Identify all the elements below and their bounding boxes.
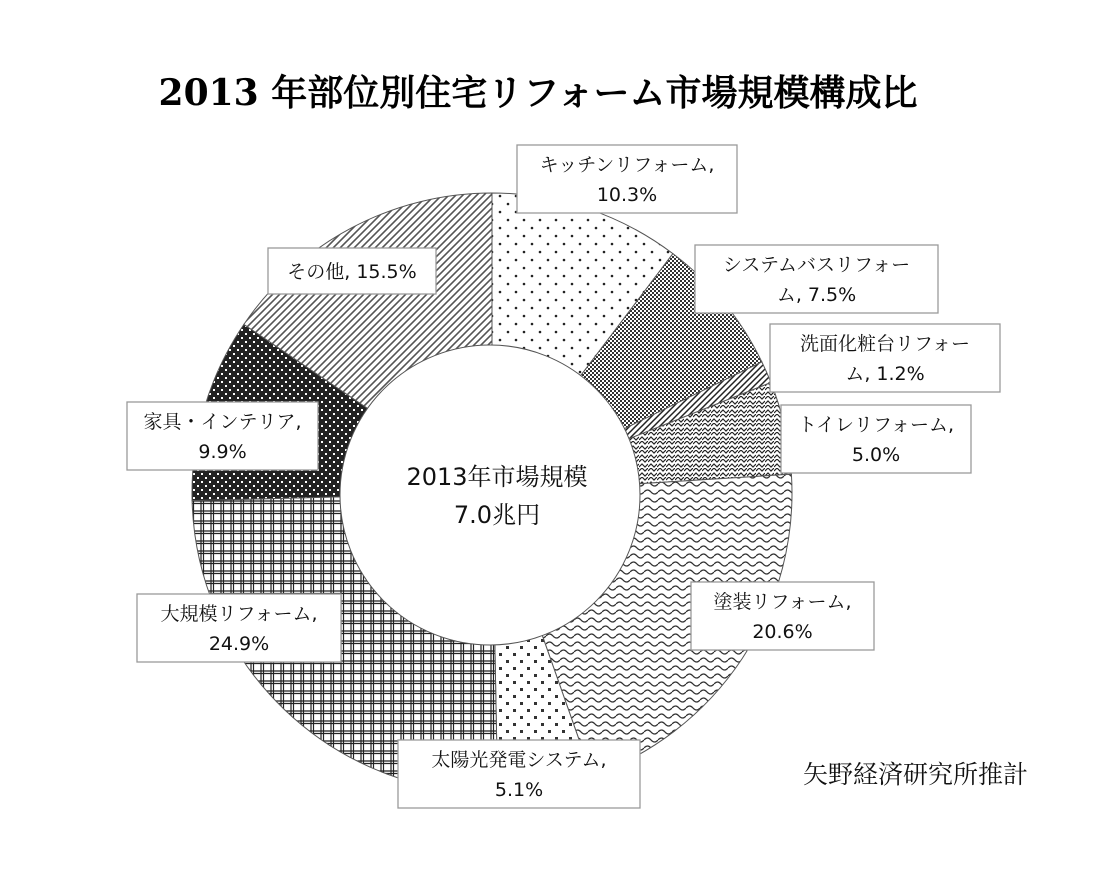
slice-label-text: 太陽光発電システム,	[431, 749, 607, 771]
slice-label	[691, 582, 874, 650]
slice-label-text: 洗面化粧台リフォー	[799, 333, 971, 355]
slice-label-text: 5.0%	[851, 444, 901, 466]
slice-label-text: 家具・インテリア,	[143, 411, 302, 433]
slice-label	[517, 145, 737, 213]
slice-label-text: 9.9%	[198, 441, 247, 463]
slice-label-text: 大規模リフォーム,	[160, 603, 318, 625]
slice-label	[268, 248, 436, 294]
slice-label-text: ム, 7.5%	[776, 284, 857, 306]
slice-label	[770, 324, 1000, 392]
source-note: 矢野経済研究所推計	[802, 760, 1028, 789]
slice-label-text: その他, 15.5%	[287, 261, 417, 283]
slice-label	[781, 405, 971, 473]
center-label-line-1: 2013年市場規模	[406, 463, 588, 491]
slice-label-text: ム, 1.2%	[845, 363, 925, 385]
slice-label	[398, 740, 640, 808]
slice-label-text: キッチンリフォーム,	[539, 154, 715, 176]
center-label-line-2: 7.0兆円	[453, 501, 541, 529]
slice-label-text: 24.9%	[208, 633, 270, 655]
slice-label-text: 10.3%	[596, 184, 658, 206]
slice-label-text: システムバスリフォー	[722, 254, 911, 276]
chart-title: 2013 年部位別住宅リフォーム市場規模構成比	[158, 72, 918, 114]
slice-label	[695, 245, 938, 313]
slice-label	[127, 402, 318, 470]
slice-label	[137, 594, 341, 662]
slice-label-text: 塗装リフォーム,	[713, 591, 852, 613]
slice-label-text: 20.6%	[752, 621, 813, 643]
slice-label-text: トイレリフォーム,	[797, 414, 955, 436]
donut-hole	[340, 345, 640, 645]
slice-label-text: 5.1%	[494, 779, 544, 801]
